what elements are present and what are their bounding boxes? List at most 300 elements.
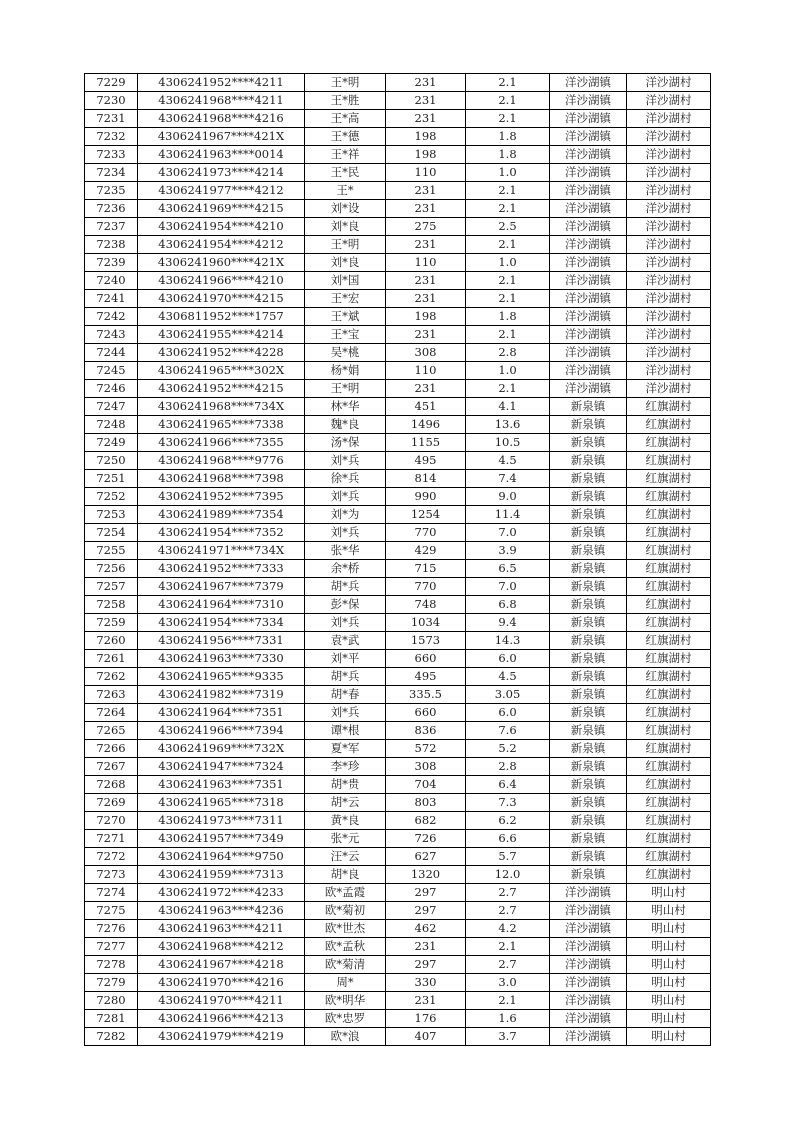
value-cell: 7.6 [466, 722, 550, 740]
town-cell: 新泉镇 [550, 668, 627, 686]
row-number-cell: 7240 [85, 272, 138, 290]
value-cell: 2.1 [466, 290, 550, 308]
row-number-cell: 7244 [85, 344, 138, 362]
person-name-cell: 王*明 [305, 380, 386, 398]
person-name-cell: 汪*云 [305, 848, 386, 866]
value-cell: 2.1 [466, 182, 550, 200]
person-name-cell: 王* [305, 182, 386, 200]
table-row [85, 92, 711, 110]
value-cell: 5.2 [466, 740, 550, 758]
value-cell: 4.2 [466, 920, 550, 938]
table-row [85, 578, 711, 596]
table-body [85, 74, 711, 1046]
value-cell: 6.2 [466, 812, 550, 830]
value-cell: 2.1 [466, 110, 550, 128]
row-number-cell: 7250 [85, 452, 138, 470]
id-number-cell: 4306241955****4214 [138, 326, 305, 344]
town-cell: 洋沙湖镇 [550, 254, 627, 272]
value-cell: 6.6 [466, 830, 550, 848]
row-number-cell: 7260 [85, 632, 138, 650]
table-row [85, 560, 711, 578]
row-number-cell: 7239 [85, 254, 138, 272]
person-name-cell: 欧*孟霞 [305, 884, 386, 902]
table-row [85, 704, 711, 722]
id-number-cell: 4306241965****302X [138, 362, 305, 380]
table-row [85, 1028, 711, 1046]
row-number-cell: 7229 [85, 74, 138, 92]
amount-cell: 231 [386, 200, 466, 218]
id-number-cell: 4306241982****7319 [138, 686, 305, 704]
amount-cell: 110 [386, 164, 466, 182]
row-number-cell: 7264 [85, 704, 138, 722]
row-number-cell: 7257 [85, 578, 138, 596]
row-number-cell: 7278 [85, 956, 138, 974]
id-number-cell: 4306241970****4211 [138, 992, 305, 1010]
id-number-cell: 4306241969****732X [138, 740, 305, 758]
row-number-cell: 7235 [85, 182, 138, 200]
row-number-cell: 7274 [85, 884, 138, 902]
id-number-cell: 4306241967****4218 [138, 956, 305, 974]
amount-cell: 231 [386, 272, 466, 290]
village-cell: 明山村 [627, 884, 711, 902]
village-cell: 红旗湖村 [627, 650, 711, 668]
town-cell: 新泉镇 [550, 758, 627, 776]
row-number-cell: 7231 [85, 110, 138, 128]
row-number-cell: 7230 [85, 92, 138, 110]
amount-cell: 836 [386, 722, 466, 740]
amount-cell: 715 [386, 560, 466, 578]
table-row [85, 938, 711, 956]
id-number-cell: 4306241973****4214 [138, 164, 305, 182]
row-number-cell: 7238 [85, 236, 138, 254]
town-cell: 新泉镇 [550, 776, 627, 794]
village-cell: 红旗湖村 [627, 488, 711, 506]
id-number-cell: 4306241963****7351 [138, 776, 305, 794]
id-number-cell: 4306241968****4211 [138, 92, 305, 110]
value-cell: 1.0 [466, 362, 550, 380]
town-cell: 洋沙湖镇 [550, 182, 627, 200]
table-row [85, 452, 711, 470]
id-number-cell: 4306241959****7313 [138, 866, 305, 884]
table-row [85, 668, 711, 686]
amount-cell: 1034 [386, 614, 466, 632]
value-cell: 2.8 [466, 344, 550, 362]
village-cell: 洋沙湖村 [627, 128, 711, 146]
row-number-cell: 7280 [85, 992, 138, 1010]
amount-cell: 1320 [386, 866, 466, 884]
value-cell: 6.8 [466, 596, 550, 614]
person-name-cell: 谭*根 [305, 722, 386, 740]
table-row [85, 902, 711, 920]
id-number-cell: 4306241947****7324 [138, 758, 305, 776]
row-number-cell: 7277 [85, 938, 138, 956]
table-row [85, 542, 711, 560]
person-name-cell: 欧*浪 [305, 1028, 386, 1046]
value-cell: 2.7 [466, 884, 550, 902]
village-cell: 红旗湖村 [627, 470, 711, 488]
id-number-cell: 4306241967****7379 [138, 578, 305, 596]
village-cell: 红旗湖村 [627, 506, 711, 524]
person-name-cell: 刘*国 [305, 272, 386, 290]
value-cell: 2.1 [466, 200, 550, 218]
amount-cell: 770 [386, 578, 466, 596]
town-cell: 新泉镇 [550, 470, 627, 488]
row-number-cell: 7245 [85, 362, 138, 380]
town-cell: 洋沙湖镇 [550, 236, 627, 254]
person-name-cell: 刘*为 [305, 506, 386, 524]
amount-cell: 990 [386, 488, 466, 506]
id-number-cell: 4306241965****7338 [138, 416, 305, 434]
village-cell: 洋沙湖村 [627, 290, 711, 308]
person-name-cell: 刘*良 [305, 218, 386, 236]
village-cell: 红旗湖村 [627, 686, 711, 704]
table-row [85, 1010, 711, 1028]
village-cell: 红旗湖村 [627, 524, 711, 542]
village-cell: 洋沙湖村 [627, 344, 711, 362]
value-cell: 9.4 [466, 614, 550, 632]
id-number-cell: 4306241967****421X [138, 128, 305, 146]
id-number-cell: 4306241963****0014 [138, 146, 305, 164]
row-number-cell: 7236 [85, 200, 138, 218]
person-name-cell: 刘*良 [305, 254, 386, 272]
town-cell: 新泉镇 [550, 650, 627, 668]
value-cell: 12.0 [466, 866, 550, 884]
person-name-cell: 余*桥 [305, 560, 386, 578]
amount-cell: 308 [386, 758, 466, 776]
person-name-cell: 徐*兵 [305, 470, 386, 488]
amount-cell: 335.5 [386, 686, 466, 704]
amount-cell: 660 [386, 704, 466, 722]
id-number-cell: 4306241969****4215 [138, 200, 305, 218]
village-cell: 红旗湖村 [627, 866, 711, 884]
id-number-cell: 4306241966****7394 [138, 722, 305, 740]
village-cell: 明山村 [627, 956, 711, 974]
table-row [85, 398, 711, 416]
amount-cell: 407 [386, 1028, 466, 1046]
village-cell: 洋沙湖村 [627, 200, 711, 218]
town-cell: 洋沙湖镇 [550, 956, 627, 974]
town-cell: 新泉镇 [550, 596, 627, 614]
id-number-cell: 4306241964****7351 [138, 704, 305, 722]
town-cell: 新泉镇 [550, 434, 627, 452]
person-name-cell: 夏*军 [305, 740, 386, 758]
amount-cell: 660 [386, 650, 466, 668]
value-cell: 4.5 [466, 452, 550, 470]
table-row [85, 254, 711, 272]
amount-cell: 770 [386, 524, 466, 542]
table-row [85, 200, 711, 218]
table-row [85, 164, 711, 182]
person-name-cell: 魏*良 [305, 416, 386, 434]
row-number-cell: 7259 [85, 614, 138, 632]
row-number-cell: 7252 [85, 488, 138, 506]
village-cell: 洋沙湖村 [627, 218, 711, 236]
town-cell: 洋沙湖镇 [550, 938, 627, 956]
value-cell: 4.1 [466, 398, 550, 416]
row-number-cell: 7251 [85, 470, 138, 488]
table-row [85, 866, 711, 884]
amount-cell: 110 [386, 362, 466, 380]
value-cell: 6.4 [466, 776, 550, 794]
village-cell: 红旗湖村 [627, 704, 711, 722]
amount-cell: 231 [386, 236, 466, 254]
village-cell: 洋沙湖村 [627, 182, 711, 200]
person-name-cell: 王*祥 [305, 146, 386, 164]
table-row [85, 992, 711, 1010]
table-row [85, 416, 711, 434]
amount-cell: 231 [386, 290, 466, 308]
amount-cell: 198 [386, 146, 466, 164]
amount-cell: 1573 [386, 632, 466, 650]
row-number-cell: 7256 [85, 560, 138, 578]
village-cell: 红旗湖村 [627, 614, 711, 632]
town-cell: 洋沙湖镇 [550, 200, 627, 218]
table-row [85, 920, 711, 938]
person-name-cell: 吴*桃 [305, 344, 386, 362]
amount-cell: 231 [386, 992, 466, 1010]
value-cell: 1.8 [466, 128, 550, 146]
id-number-cell: 4306241966****4213 [138, 1010, 305, 1028]
table-row [85, 650, 711, 668]
person-name-cell: 胡*云 [305, 794, 386, 812]
town-cell: 洋沙湖镇 [550, 344, 627, 362]
row-number-cell: 7268 [85, 776, 138, 794]
table-row [85, 812, 711, 830]
village-cell: 明山村 [627, 992, 711, 1010]
village-cell: 红旗湖村 [627, 848, 711, 866]
value-cell: 3.9 [466, 542, 550, 560]
table-row [85, 794, 711, 812]
id-number-cell: 4306241970****4216 [138, 974, 305, 992]
row-number-cell: 7271 [85, 830, 138, 848]
row-number-cell: 7254 [85, 524, 138, 542]
table-row [85, 488, 711, 506]
amount-cell: 1254 [386, 506, 466, 524]
id-number-cell: 4306811952****1757 [138, 308, 305, 326]
table-row [85, 380, 711, 398]
row-number-cell: 7269 [85, 794, 138, 812]
value-cell: 2.1 [466, 938, 550, 956]
row-number-cell: 7273 [85, 866, 138, 884]
table-row [85, 344, 711, 362]
table-row [85, 686, 711, 704]
village-cell: 红旗湖村 [627, 632, 711, 650]
row-number-cell: 7261 [85, 650, 138, 668]
value-cell: 2.7 [466, 956, 550, 974]
id-number-cell: 4306241952****7395 [138, 488, 305, 506]
row-number-cell: 7242 [85, 308, 138, 326]
row-number-cell: 7263 [85, 686, 138, 704]
village-cell: 红旗湖村 [627, 434, 711, 452]
person-name-cell: 胡*春 [305, 686, 386, 704]
town-cell: 新泉镇 [550, 866, 627, 884]
value-cell: 6.0 [466, 704, 550, 722]
village-cell: 洋沙湖村 [627, 254, 711, 272]
town-cell: 新泉镇 [550, 704, 627, 722]
row-number-cell: 7234 [85, 164, 138, 182]
person-name-cell: 王*宝 [305, 326, 386, 344]
town-cell: 新泉镇 [550, 812, 627, 830]
person-name-cell: 欧*菊清 [305, 956, 386, 974]
value-cell: 7.3 [466, 794, 550, 812]
amount-cell: 495 [386, 668, 466, 686]
amount-cell: 814 [386, 470, 466, 488]
amount-cell: 231 [386, 92, 466, 110]
town-cell: 洋沙湖镇 [550, 884, 627, 902]
amount-cell: 275 [386, 218, 466, 236]
amount-cell: 198 [386, 128, 466, 146]
row-number-cell: 7248 [85, 416, 138, 434]
town-cell: 新泉镇 [550, 686, 627, 704]
id-number-cell: 4306241968****9776 [138, 452, 305, 470]
village-cell: 红旗湖村 [627, 560, 711, 578]
row-number-cell: 7247 [85, 398, 138, 416]
id-number-cell: 4306241952****7333 [138, 560, 305, 578]
row-number-cell: 7232 [85, 128, 138, 146]
town-cell: 新泉镇 [550, 722, 627, 740]
town-cell: 洋沙湖镇 [550, 128, 627, 146]
person-name-cell: 刘*兵 [305, 704, 386, 722]
village-cell: 洋沙湖村 [627, 236, 711, 254]
value-cell: 1.6 [466, 1010, 550, 1028]
id-number-cell: 4306241964****9750 [138, 848, 305, 866]
id-number-cell: 4306241977****4212 [138, 182, 305, 200]
table-row [85, 470, 711, 488]
town-cell: 新泉镇 [550, 632, 627, 650]
town-cell: 新泉镇 [550, 830, 627, 848]
value-cell: 2.1 [466, 992, 550, 1010]
table-row [85, 740, 711, 758]
village-cell: 红旗湖村 [627, 722, 711, 740]
table-row [85, 326, 711, 344]
person-name-cell: 胡*兵 [305, 668, 386, 686]
id-number-cell: 4306241960****421X [138, 254, 305, 272]
row-number-cell: 7243 [85, 326, 138, 344]
table-row [85, 722, 711, 740]
row-number-cell: 7233 [85, 146, 138, 164]
row-number-cell: 7255 [85, 542, 138, 560]
village-cell: 明山村 [627, 902, 711, 920]
person-name-cell: 林*华 [305, 398, 386, 416]
town-cell: 新泉镇 [550, 488, 627, 506]
village-cell: 红旗湖村 [627, 416, 711, 434]
id-number-cell: 4306241954****4210 [138, 218, 305, 236]
village-cell: 红旗湖村 [627, 578, 711, 596]
person-name-cell: 周* [305, 974, 386, 992]
amount-cell: 198 [386, 308, 466, 326]
person-name-cell: 欧*孟秋 [305, 938, 386, 956]
village-cell: 明山村 [627, 1010, 711, 1028]
table-row [85, 848, 711, 866]
id-number-cell: 4306241964****7310 [138, 596, 305, 614]
person-name-cell: 王*明 [305, 74, 386, 92]
person-name-cell: 王*宏 [305, 290, 386, 308]
town-cell: 洋沙湖镇 [550, 290, 627, 308]
id-number-cell: 4306241954****7334 [138, 614, 305, 632]
amount-cell: 495 [386, 452, 466, 470]
table-row [85, 596, 711, 614]
person-name-cell: 胡*贵 [305, 776, 386, 794]
table-row [85, 974, 711, 992]
village-cell: 明山村 [627, 920, 711, 938]
town-cell: 洋沙湖镇 [550, 164, 627, 182]
value-cell: 10.5 [466, 434, 550, 452]
table-row [85, 290, 711, 308]
value-cell: 5.7 [466, 848, 550, 866]
person-name-cell: 王*斌 [305, 308, 386, 326]
row-number-cell: 7267 [85, 758, 138, 776]
value-cell: 2.8 [466, 758, 550, 776]
amount-cell: 231 [386, 938, 466, 956]
village-cell: 红旗湖村 [627, 596, 711, 614]
id-number-cell: 4306241968****4212 [138, 938, 305, 956]
person-name-cell: 刘*平 [305, 650, 386, 668]
id-number-cell: 4306241954****7352 [138, 524, 305, 542]
town-cell: 新泉镇 [550, 578, 627, 596]
value-cell: 2.5 [466, 218, 550, 236]
town-cell: 新泉镇 [550, 452, 627, 470]
village-cell: 红旗湖村 [627, 758, 711, 776]
town-cell: 新泉镇 [550, 398, 627, 416]
value-cell: 1.8 [466, 146, 550, 164]
person-name-cell: 欧*忠罗 [305, 1010, 386, 1028]
row-number-cell: 7249 [85, 434, 138, 452]
amount-cell: 231 [386, 110, 466, 128]
town-cell: 新泉镇 [550, 740, 627, 758]
id-number-cell: 4306241963****4236 [138, 902, 305, 920]
row-number-cell: 7276 [85, 920, 138, 938]
id-number-cell: 4306241979****4219 [138, 1028, 305, 1046]
table-row [85, 956, 711, 974]
village-cell: 红旗湖村 [627, 542, 711, 560]
village-cell: 红旗湖村 [627, 452, 711, 470]
row-number-cell: 7253 [85, 506, 138, 524]
records-table [84, 73, 711, 1046]
value-cell: 9.0 [466, 488, 550, 506]
id-number-cell: 4306241973****7311 [138, 812, 305, 830]
row-number-cell: 7246 [85, 380, 138, 398]
id-number-cell: 4306241968****7398 [138, 470, 305, 488]
amount-cell: 297 [386, 902, 466, 920]
village-cell: 洋沙湖村 [627, 362, 711, 380]
amount-cell: 1155 [386, 434, 466, 452]
town-cell: 新泉镇 [550, 848, 627, 866]
id-number-cell: 4306241952****4228 [138, 344, 305, 362]
person-name-cell: 王*胜 [305, 92, 386, 110]
value-cell: 1.0 [466, 164, 550, 182]
person-name-cell: 王*民 [305, 164, 386, 182]
village-cell: 洋沙湖村 [627, 74, 711, 92]
amount-cell: 627 [386, 848, 466, 866]
person-name-cell: 王*明 [305, 236, 386, 254]
town-cell: 洋沙湖镇 [550, 326, 627, 344]
village-cell: 红旗湖村 [627, 398, 711, 416]
village-cell: 红旗湖村 [627, 776, 711, 794]
value-cell: 1.8 [466, 308, 550, 326]
town-cell: 洋沙湖镇 [550, 218, 627, 236]
person-name-cell: 刘*兵 [305, 452, 386, 470]
amount-cell: 110 [386, 254, 466, 272]
table-row [85, 506, 711, 524]
amount-cell: 704 [386, 776, 466, 794]
town-cell: 洋沙湖镇 [550, 380, 627, 398]
town-cell: 洋沙湖镇 [550, 308, 627, 326]
village-cell: 洋沙湖村 [627, 92, 711, 110]
town-cell: 洋沙湖镇 [550, 920, 627, 938]
amount-cell: 330 [386, 974, 466, 992]
town-cell: 洋沙湖镇 [550, 146, 627, 164]
id-number-cell: 4306241952****4211 [138, 74, 305, 92]
